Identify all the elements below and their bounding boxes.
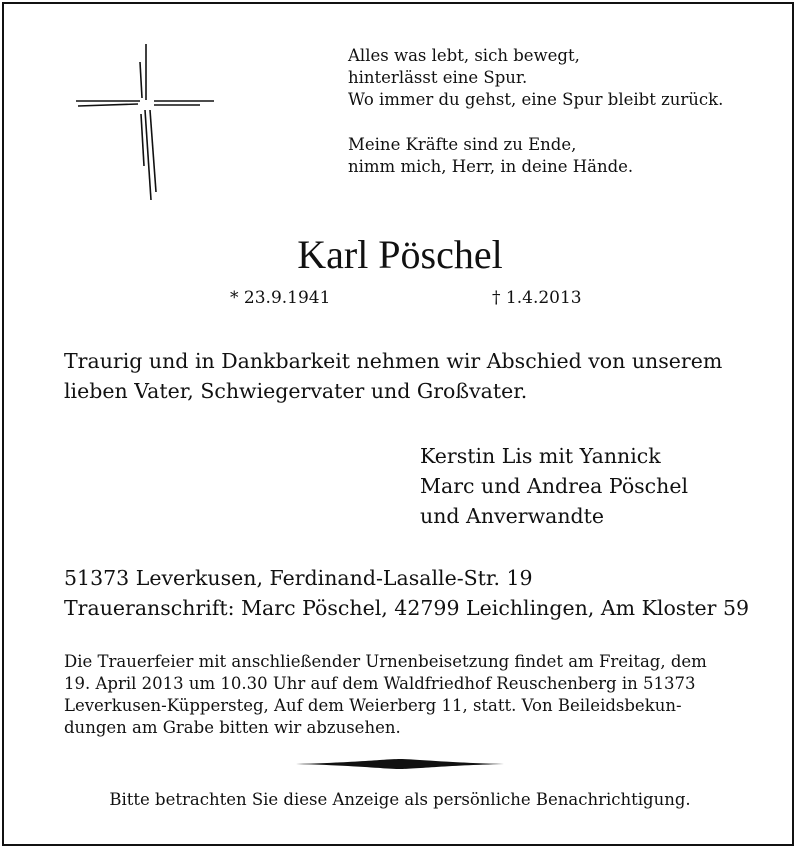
poem-line: Alles was lebt, sich bewegt, (348, 46, 580, 65)
funeral-notice (64, 651, 707, 739)
notice-line: 19. April 2013 um 10.30 Uhr auf dem Waldfriedhof Reuschenberg in 51373 (64, 674, 696, 693)
divider-ornament (296, 758, 504, 770)
poem-stanza-2 (348, 134, 633, 178)
poem-line: hinterlässt eine Spur. (348, 68, 528, 87)
notice-line: dungen am Grabe bitten wir abzusehen. (64, 718, 401, 737)
lead-line: Traurig und in Dankbarkeit nehmen wir Abschied von unserem (64, 349, 723, 373)
birth-date: * 23.9.1941 (230, 288, 331, 308)
family-line: Marc und Andrea Pöschel (420, 474, 689, 498)
cross-icon (76, 42, 216, 202)
family-line: und Anverwandte (420, 504, 605, 528)
family-signatures (420, 441, 688, 531)
poem-line: Wo immer du gehst, eine Spur bleibt zurück. (348, 90, 724, 109)
death-date: † 1.4.2013 (492, 288, 582, 308)
notice-line: Die Trauerfeier mit anschließender Urnenbeisetzung findet am Freitag, dem (64, 652, 707, 671)
address-line: Traueranschrift: Marc Pöschel, 42799 Leichlingen, Am Kloster 59 (64, 596, 750, 620)
poem-line: Meine Kräfte sind zu Ende, (348, 135, 577, 154)
poem-stanza-1 (348, 45, 723, 111)
address-line: 51373 Leverkusen, Ferdinand-Lasalle-Str. 19 (64, 566, 533, 590)
footer-note: Bitte betrachten Sie diese Anzeige als persönliche Benachrichtigung. (109, 790, 691, 809)
deceased-name: Karl Pöschel (297, 232, 503, 277)
family-line: Kerstin Lis mit Yannick (420, 444, 661, 468)
addresses (64, 563, 749, 623)
lead-text (64, 346, 722, 406)
poem-line: nimm mich, Herr, in deine Hände. (348, 157, 634, 176)
lead-line: lieben Vater, Schwiegervater und Großvater. (64, 379, 528, 403)
notice-line: Leverkusen-Küppersteg, Auf dem Weierberg 11, statt. Von Beileidsbekun- (64, 696, 682, 715)
